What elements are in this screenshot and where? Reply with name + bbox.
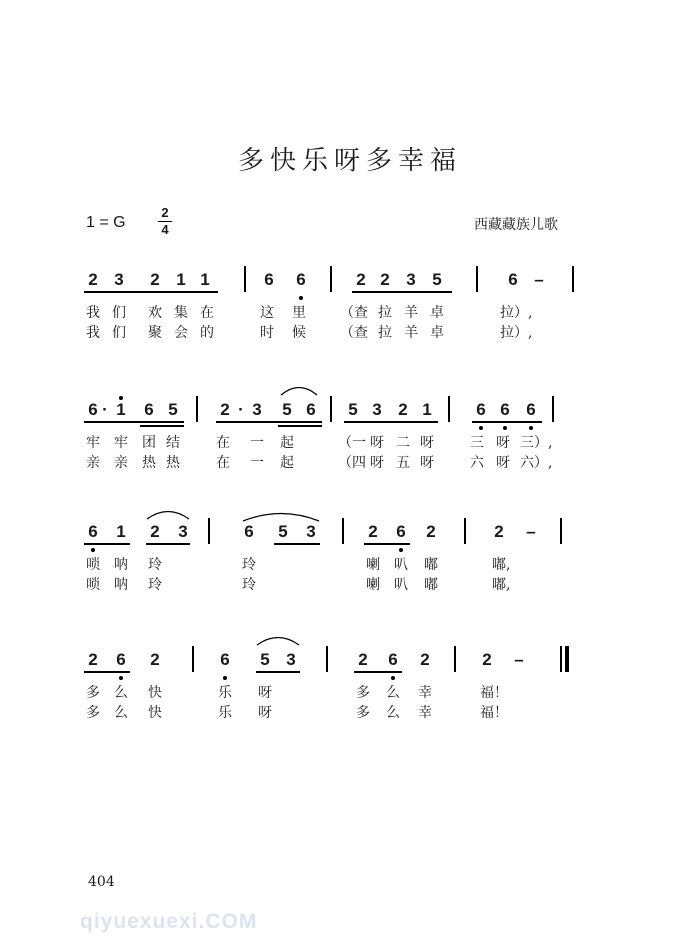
note-digit: 2: [356, 270, 366, 289]
lyric-syllable: 一: [250, 455, 264, 471]
lyric-line-2: [84, 574, 584, 594]
note-digit: 2: [88, 270, 98, 289]
lyric-syllable: 玲: [242, 557, 256, 573]
final-bar-line: [560, 646, 562, 672]
watermark: qiyuexuexi.COM: [80, 910, 258, 933]
lyric-syllable: 牢: [86, 435, 100, 451]
note: [112, 270, 126, 290]
lyric-syllable: 我: [86, 305, 100, 321]
note-digit: 6: [508, 270, 518, 289]
note-digit: 1: [116, 522, 126, 541]
time-signature-lower: 4: [161, 222, 169, 237]
lyric-syllable: 乐: [218, 685, 232, 701]
bar-line: [330, 266, 332, 292]
note: [218, 650, 232, 670]
lyric-syllable: 多: [86, 685, 100, 701]
lyric-syllable: 叭: [394, 577, 408, 593]
lyric-syllable: 拉: [378, 305, 392, 321]
lyric-syllable: 么: [114, 705, 128, 721]
lyric-line-2: [84, 322, 584, 342]
note: [86, 522, 100, 542]
note: [304, 522, 318, 542]
note: [492, 522, 506, 542]
slur: [242, 508, 320, 522]
note: [524, 400, 538, 420]
lyric-syllable: 乐: [218, 705, 232, 721]
lyric-syllable: 拉）,: [500, 305, 533, 321]
note-digit: 2: [368, 522, 378, 541]
note-digit: 3: [406, 270, 416, 289]
lyric-syllable: 呐: [114, 557, 128, 573]
lyric-syllable: 在: [216, 455, 230, 471]
score-system-2: [84, 396, 584, 506]
lyric-syllable: 呀: [496, 435, 510, 451]
note: [418, 650, 432, 670]
slur: [146, 506, 190, 520]
note: [356, 650, 370, 670]
note: [218, 400, 232, 420]
bar-line: [330, 396, 332, 422]
lyric-syllable: 快: [148, 705, 162, 721]
note: [114, 650, 128, 670]
note-digit: 3: [178, 522, 188, 541]
octave-down-dot: [119, 676, 123, 680]
lyric-syllable: 三: [470, 435, 484, 451]
lyric-syllable: 福！: [480, 685, 508, 701]
note-digit: 2: [150, 270, 160, 289]
note-digit: 6: [476, 400, 486, 419]
note: [480, 650, 494, 670]
lyric-syllable: 六: [470, 455, 484, 471]
note: [524, 522, 538, 542]
notation-line: [84, 396, 584, 426]
lyric-syllable: 呐: [114, 577, 128, 593]
note-digit: 2: [426, 522, 436, 541]
lyric-syllable: 呀: [258, 705, 272, 721]
lyric-syllable: 拉: [378, 325, 392, 341]
octave-down-dot: [399, 548, 403, 552]
note: [404, 270, 418, 290]
note: [370, 400, 384, 420]
notation-line: [84, 518, 584, 548]
lyric-syllable: 玲: [242, 577, 256, 593]
lyric-syllable: （查: [340, 305, 368, 321]
underline-beam: [140, 425, 184, 427]
lyric-syllable: 起: [280, 455, 294, 471]
note: [198, 270, 212, 290]
note: [234, 400, 248, 420]
note: [98, 400, 112, 420]
lyric-syllable: 集: [174, 305, 188, 321]
lyric-syllable: 呀: [370, 435, 384, 451]
note-digit: 1: [116, 400, 126, 419]
note: [250, 400, 264, 420]
note-digit: –: [534, 270, 544, 289]
note-digit: 6: [244, 522, 254, 541]
note-digit: 6: [306, 400, 316, 419]
lyric-syllable: 欢: [148, 305, 162, 321]
lyric-syllable: 多: [356, 685, 370, 701]
lyric-syllable: （查: [340, 325, 368, 341]
lyric-syllable: 呀: [420, 435, 434, 451]
note-digit: 6: [220, 650, 230, 669]
time-signature-upper: 2: [161, 205, 169, 220]
lyric-syllable: 我: [86, 325, 100, 341]
note-digit: 6: [88, 522, 98, 541]
lyric-syllable: 团: [142, 435, 156, 451]
note: [148, 270, 162, 290]
bar-line: [464, 518, 466, 544]
note-digit: 5: [348, 400, 358, 419]
note: [86, 270, 100, 290]
note-digit: 6: [144, 400, 154, 419]
note-digit: 3: [286, 650, 296, 669]
underline-beam: [84, 671, 130, 673]
lyric-syllable: 玲: [148, 577, 162, 593]
note: [378, 270, 392, 290]
note: [262, 270, 276, 290]
page-number: 404: [88, 874, 115, 890]
note: [420, 400, 434, 420]
note-digit: –: [526, 522, 536, 541]
lyric-syllable: 起: [280, 435, 294, 451]
lyric-syllable: 呀: [258, 685, 272, 701]
lyric-syllable: 里: [292, 305, 306, 321]
lyric-syllable: 热: [142, 455, 156, 471]
note: [166, 400, 180, 420]
note: [174, 270, 188, 290]
note-digit: 3: [114, 270, 124, 289]
note-digit: 1: [176, 270, 186, 289]
underline-beam: [146, 543, 190, 545]
note-digit: 3: [306, 522, 316, 541]
lyric-syllable: 五: [396, 455, 410, 471]
octave-down-dot: [391, 676, 395, 680]
note-digit: 2: [88, 650, 98, 669]
lyric-syllable: 羊: [404, 305, 418, 321]
note: [142, 400, 156, 420]
slur: [256, 632, 300, 646]
lyric-syllable: 六）,: [520, 455, 553, 471]
lyric-syllable: 二: [396, 435, 410, 451]
octave-up-dot: [119, 396, 123, 400]
note: [284, 650, 298, 670]
bar-line: [552, 396, 554, 422]
underline-beam: [344, 421, 438, 423]
lyric-line-1: [84, 554, 584, 574]
lyric-syllable: 呀: [496, 455, 510, 471]
lyric-line-2: [84, 452, 584, 472]
lyric-syllable: 么: [386, 705, 400, 721]
lyric-syllable: 们: [112, 305, 126, 321]
octave-down-dot: [299, 296, 303, 300]
lyric-syllable: 卓: [430, 305, 444, 321]
lyric-syllable: 羊: [404, 325, 418, 341]
score-system-4: [84, 646, 584, 756]
lyric-syllable: （一: [338, 435, 366, 451]
lyric-line-1: [84, 432, 584, 452]
underline-beam: [352, 291, 452, 293]
note: [294, 270, 308, 290]
octave-down-dot: [503, 426, 507, 430]
underline-beam: [472, 421, 542, 423]
note-digit: 3: [252, 400, 262, 419]
score-system-1: [84, 266, 584, 376]
bar-line: [326, 646, 328, 672]
bar-line: [560, 518, 562, 544]
underline-beam: [114, 421, 184, 423]
score-system-3: [84, 518, 584, 628]
note: [346, 400, 360, 420]
note-digit: 5: [260, 650, 270, 669]
lyric-syllable: 聚: [148, 325, 162, 341]
note-digit: 6: [116, 650, 126, 669]
lyric-syllable: 唢: [86, 577, 100, 593]
attribution: 西藏藏族儿歌: [474, 217, 558, 233]
lyric-syllable: 会: [174, 325, 188, 341]
note: [512, 650, 526, 670]
note-digit: 5: [282, 400, 292, 419]
note: [114, 400, 128, 420]
lyric-syllable: 叭: [394, 557, 408, 573]
lyric-syllable: 候: [292, 325, 306, 341]
note: [430, 270, 444, 290]
note: [366, 522, 380, 542]
bar-line: [476, 266, 478, 292]
lyric-syllable: 嘟: [424, 557, 438, 573]
bar-line: [192, 646, 194, 672]
note: [396, 400, 410, 420]
lyric-syllable: 多: [356, 705, 370, 721]
underline-beam: [354, 671, 402, 673]
bar-line: [208, 518, 210, 544]
note-digit: 2: [482, 650, 492, 669]
lyric-syllable: 幸: [418, 705, 432, 721]
lyric-syllable: 唢: [86, 557, 100, 573]
note: [386, 650, 400, 670]
note: [148, 522, 162, 542]
note-digit: 3: [372, 400, 382, 419]
slur: [280, 382, 318, 396]
note-digit: 1: [422, 400, 432, 419]
bar-line: [454, 646, 456, 672]
octave-down-dot: [529, 426, 533, 430]
note-digit: 1: [200, 270, 210, 289]
bar-line: [196, 396, 198, 422]
note-digit: 2: [150, 650, 160, 669]
lyric-syllable: 这: [260, 305, 274, 321]
lyric-syllable: 喇: [366, 557, 380, 573]
note-digit: 6: [500, 400, 510, 419]
underline-beam: [84, 543, 130, 545]
octave-down-dot: [91, 548, 95, 552]
note: [86, 650, 100, 670]
note: [498, 400, 512, 420]
lyric-syllable: 们: [112, 325, 126, 341]
lyric-syllable: 拉）,: [500, 325, 533, 341]
lyric-syllable: 嘟: [424, 577, 438, 593]
page-title: 多快乐呀多幸福: [237, 146, 462, 176]
note: [424, 522, 438, 542]
lyric-syllable: （四: [338, 455, 366, 471]
lyric-syllable: 福！: [480, 705, 508, 721]
note-digit: 2: [420, 650, 430, 669]
key-signature: 1 = G: [86, 214, 126, 231]
note: [176, 522, 190, 542]
underline-beam: [274, 543, 320, 545]
note-digit: 2: [358, 650, 368, 669]
final-bar-line-thick: [565, 646, 569, 672]
notation-line: [84, 266, 584, 296]
lyric-syllable: 呀: [370, 455, 384, 471]
lyric-syllable: 在: [200, 305, 214, 321]
underline-beam: [216, 421, 322, 423]
note: [114, 522, 128, 542]
note: [394, 522, 408, 542]
note-digit: 2: [150, 522, 160, 541]
note-digit: 2: [220, 400, 230, 419]
bar-line: [448, 396, 450, 422]
underline-beam: [256, 671, 300, 673]
underline-beam: [86, 291, 204, 293]
notation-line: [84, 646, 584, 676]
lyric-syllable: 三）,: [520, 435, 553, 451]
lyric-syllable: 喇: [366, 577, 380, 593]
note: [280, 400, 294, 420]
note: [276, 522, 290, 542]
lyric-syllable: 亲: [114, 455, 128, 471]
lyric-syllable: 多: [86, 705, 100, 721]
note-digit: 6: [526, 400, 536, 419]
note-digit: 6: [88, 400, 98, 419]
lyric-syllable: 么: [386, 685, 400, 701]
note-digit: 2: [398, 400, 408, 419]
bar-line: [342, 518, 344, 544]
lyric-syllable: 卓: [430, 325, 444, 341]
note: [354, 270, 368, 290]
lyric-syllable: 时: [260, 325, 274, 341]
note-digit: –: [514, 650, 524, 669]
note-digit: 5: [278, 522, 288, 541]
note-digit: 6: [396, 522, 406, 541]
note-digit: 6: [388, 650, 398, 669]
octave-down-dot: [223, 676, 227, 680]
time-signature: [158, 206, 172, 237]
lyric-syllable: 嘟,: [492, 557, 511, 573]
lyric-syllable: 在: [216, 435, 230, 451]
note: [242, 522, 256, 542]
note-digit: 2: [494, 522, 504, 541]
note-digit: ·: [102, 400, 108, 419]
note-digit: 6: [296, 270, 306, 289]
lyric-syllable: 热: [166, 455, 180, 471]
note: [506, 270, 520, 290]
underline-beam: [278, 425, 322, 427]
lyric-syllable: 幸: [418, 685, 432, 701]
lyric-syllable: 亲: [86, 455, 100, 471]
bar-line: [572, 266, 574, 292]
note: [532, 270, 546, 290]
lyric-line-1: [84, 302, 584, 322]
lyric-syllable: 呀: [420, 455, 434, 471]
note: [148, 650, 162, 670]
lyric-syllable: 快: [148, 685, 162, 701]
lyric-syllable: 嘟,: [492, 577, 511, 593]
octave-down-dot: [479, 426, 483, 430]
underline-beam: [364, 543, 410, 545]
lyric-syllable: 一: [250, 435, 264, 451]
note-digit: 5: [432, 270, 442, 289]
note: [304, 400, 318, 420]
lyric-syllable: 的: [200, 325, 214, 341]
note-digit: 6: [264, 270, 274, 289]
lyric-line-2: [84, 702, 584, 722]
bar-line: [244, 266, 246, 292]
note-digit: 5: [168, 400, 178, 419]
lyric-syllable: 玲: [148, 557, 162, 573]
note-digit: ·: [238, 400, 244, 419]
note-digit: 2: [380, 270, 390, 289]
lyric-syllable: 么: [114, 685, 128, 701]
note: [258, 650, 272, 670]
lyric-line-1: [84, 682, 584, 702]
lyric-syllable: 牢: [114, 435, 128, 451]
lyric-syllable: 结: [166, 435, 180, 451]
note: [474, 400, 488, 420]
